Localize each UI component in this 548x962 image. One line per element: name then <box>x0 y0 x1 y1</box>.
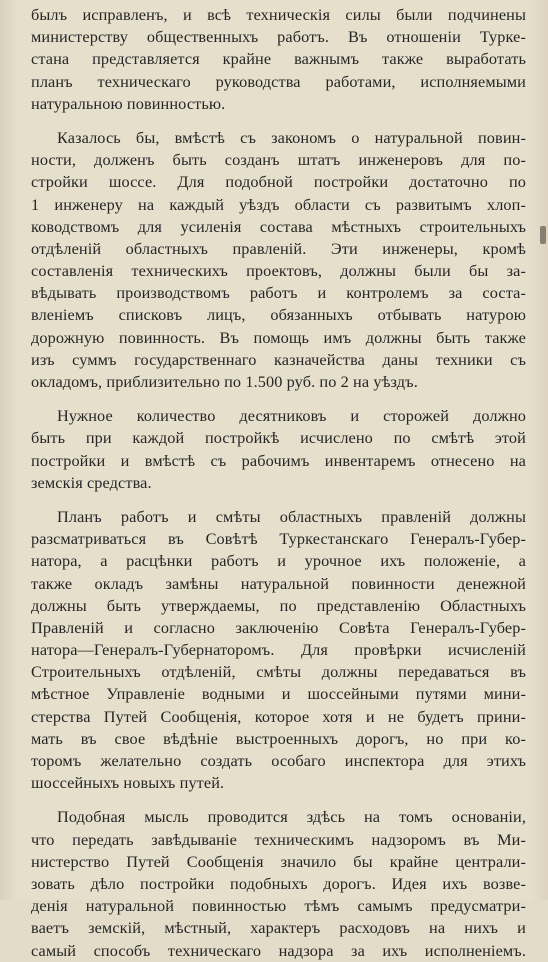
text-line: окладомъ, приблизительно по 1.500 руб. по 2 на уѣздъ. <box>31 372 418 391</box>
text-line: также окладъ замѣны натуральной повинности денежной <box>31 573 526 593</box>
text-line: натора—Генералъ-Губернаторомъ. Для провѣрки исчисленій <box>31 640 526 660</box>
text-line: должны быть утверждаемы, по представленію Областныхъ <box>31 595 526 615</box>
text-line: натуральною повинностью. <box>31 93 226 113</box>
text-line: изъ суммъ государственнаго казначейства даны техники съ <box>31 349 526 369</box>
text-line: Казалось бы, вмѣстѣ съ закономъ о натуральной повин- <box>57 127 526 147</box>
text-line: отдѣленій областныхъ правленій. Эти инженеры, кромѣ <box>31 238 526 258</box>
text-line: ности, долженъ быть созданъ штатъ инженеровъ для по- <box>31 150 526 170</box>
text-line: стана представляется крайне важнымъ также выработать <box>31 49 526 69</box>
text-line: что передать завѣдываніе техническимъ надзоромъ въ Ми- <box>31 829 526 849</box>
text-line: стройки шоссе. Для подобной постройки достаточно по <box>31 172 526 192</box>
text-line: мать въ свое вѣдѣніе выстроенныхъ дорогъ, но при ко- <box>31 728 526 748</box>
text-line: Нужное количество десятниковъ и сторожей должно <box>57 406 526 426</box>
text-line: Подобная мысль проводится здѣсь на томъ основаніи, <box>57 807 526 827</box>
text-line: былъ исправленъ, и всѣ техническія силы были подчинены <box>31 5 526 24</box>
text-line: самый способъ техническаго надзора за ихъ исполненіемъ. <box>31 940 526 960</box>
text-line: ководствомъ для усиленія состава мѣстныхъ строительныхъ <box>31 216 526 236</box>
text-line: Строительныхъ отдѣленій, смѣты должны передаваться въ <box>31 662 526 682</box>
paragraph-3 <box>31 405 526 494</box>
text-line: дорожную повинность. Въ помощь имъ должны быть также <box>31 327 526 347</box>
text-line: денія натуральной повинностью тѣмъ самымъ предусматри- <box>31 896 526 916</box>
text-line: земскія средства. <box>31 472 152 492</box>
text-line: шоссейныхъ новыхъ путей. <box>31 773 225 793</box>
paragraph-4 <box>31 506 526 794</box>
text-line: разсматриваться въ Совѣтѣ Туркестанскаго Генералъ-Губер- <box>31 529 526 549</box>
text-line: стерства Путей Сообщенія, которое хотя и не будетъ прини- <box>31 706 526 726</box>
text-line: натора, а расцѣнки работъ и урочное ихъ положеніе, а <box>31 551 526 571</box>
text-line: торомъ желательно создать особаго инспектора для этихъ <box>31 751 526 770</box>
text-line: вленіемъ списковъ лицъ, обязанныхъ отбывать натурою <box>31 305 526 325</box>
text-line: зовать дѣло постройки подобныхъ дорогъ. Идея ихъ возве- <box>31 873 526 893</box>
text-line: Правленій и согласно заключенію Совѣта Генералъ-Губер- <box>31 617 526 637</box>
text-line: быть при каждой постройкѣ исчислено по смѣтѣ этой <box>31 428 526 448</box>
body-text <box>31 4 526 962</box>
paragraph-5 <box>31 806 526 961</box>
text-line: министерству общественныхъ работъ. Въ отношеніи Турке- <box>31 27 526 47</box>
paragraph-1 <box>31 4 526 115</box>
text-line: 1 инженеру на каждый уѣздъ области съ развитымъ хлоп- <box>31 194 526 214</box>
page-edge-mark <box>540 226 546 244</box>
text-line: ваетъ земскій, мѣстный, характеръ расходовъ на нихъ и <box>31 918 526 938</box>
text-line: постройки и вмѣстѣ съ рабочимъ инвентаремъ отнесено на <box>31 450 526 470</box>
text-line: планъ техническаго руководства работами, исполняемыми <box>31 71 526 91</box>
text-line: мѣстное Управленіе водными и шоссейными путями мини- <box>31 684 526 704</box>
text-line: составленія техническихъ проектовъ, должны были бы за- <box>31 261 526 281</box>
text-line: Планъ работъ и смѣты областныхъ правленій должны <box>57 506 526 526</box>
text-line: вѣдывать производствомъ работъ и контролемъ за соста- <box>31 283 526 303</box>
text-line: нистерство Путей Сообщенія значило бы крайне централи- <box>31 851 526 871</box>
paragraph-2 <box>31 127 526 393</box>
